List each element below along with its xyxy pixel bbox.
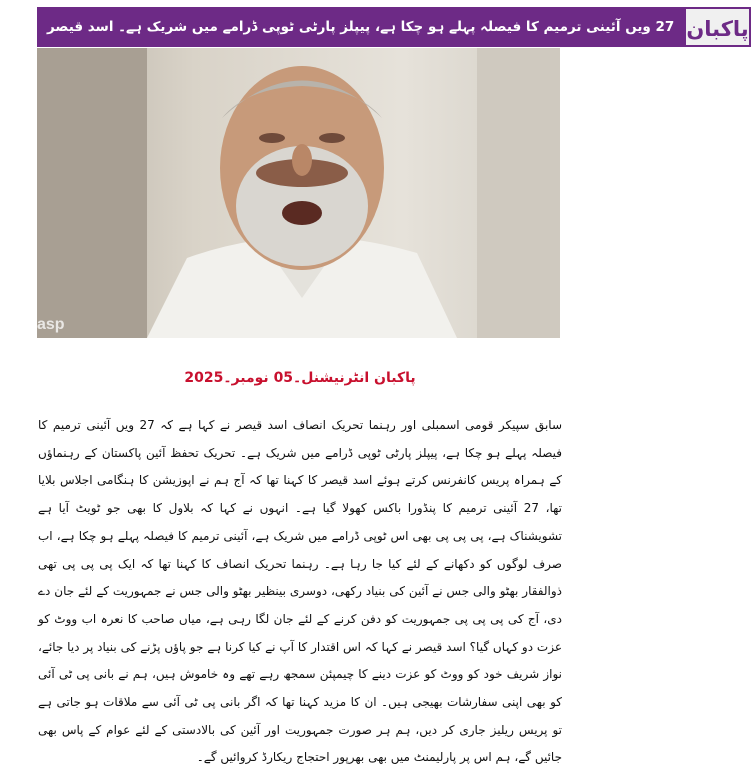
article-dateline: پاکبان انٹرنیشنل۔05 نومبر۔2025: [184, 370, 416, 386]
article-photo: [37, 48, 560, 338]
brand-logo: پاکبان: [684, 7, 750, 47]
headline-bar: [37, 7, 749, 47]
headline-text: 27 ویں آئینی ترمیم کا فیصلہ پہلے ہو چکا ہے، پیپلز پارٹی ٹوپی ڈرامے میں شریک ہے۔ اسد قیصر: [37, 7, 684, 47]
portrait-illustration: [37, 48, 560, 338]
photo-watermark: asp: [37, 316, 65, 333]
article-body: [38, 412, 562, 772]
article-paragraph: سابق سپیکر قومی اسمبلی اور رہنما تحریک انصاف اسد قیصر نے کہا ہے کہ 27 ویں آئینی ترمیم کا فیصلہ پہلے ہو چکا ہے، پیپلز پارٹی ٹوپی ڈرامے میں شریک ہے۔ تحریک تحفظ آئین پاکستان کے رہنماؤں کے ہمراہ پریس کانفرنس کرتے ہوئے اسد قیصر کا کہنا تھا کہ آج ہم نے اپوزیشن کا ہنگامی اجلاس بلایا تھا، 27 آئینی ترمیم کا پنڈورا باکس کھولا گیا ہے۔ انہوں نے کہا کہ بلاول کا بھی جو ٹویٹ آیا ہے تشویشناک ہے، پی پی پی بھی اس ٹوپی ڈرامے میں شریک ہے، آئینی ترمیم کا فیصلہ پہلے ہو چکا ہے، اب صرف لوگوں کو دکھانے کے لئے کیا جا رہا ہے۔ رہنما تحریک انصاف کا کہنا تھا کہ ایک پی پی پی تھی ذوالفقار بھٹو والی جس نے آئین کی بنیاد رکھی، دوسری بینظیر بھٹو والی جس نے جمہوریت کے لئے جان دے دی، آج کی پی پی پی جمہوریت کو دفن کرنے کے لئے جان لگا رہی ہے، میاں صاحب کا نعرہ اب ووٹ کو عزت دو کہاں گیا؟ اسد قیصر نے کہا کہ اس اقتدار کا آپ نے کیا کرنا ہے جو پاؤں پڑنے کی بنیاد پر دیا جائے، نواز شریف خود کو ووٹ کو عزت دینے کا چیمپئن سمجھ رہے تھے وہ خاموش ہیں، ہم نے بانی پی ٹی آئی کو بھی اپنی سفارشات بھیجی ہیں۔ ان کا مزید کہنا تھا کہ اگر بانی پی ٹی آئی سے ملاقات ہو جاتی ہے تو پریس ریلیز جاری کر دیں، ہم ہر صورت جمہوریت اور آئین کی بالادستی کے لئے عوام کے پاس بھی جائیں گے، ہم اس پر پارلیمنٹ میں بھی بھرپور احتجاج ریکارڈ کروائیں گے۔: [38, 418, 562, 765]
